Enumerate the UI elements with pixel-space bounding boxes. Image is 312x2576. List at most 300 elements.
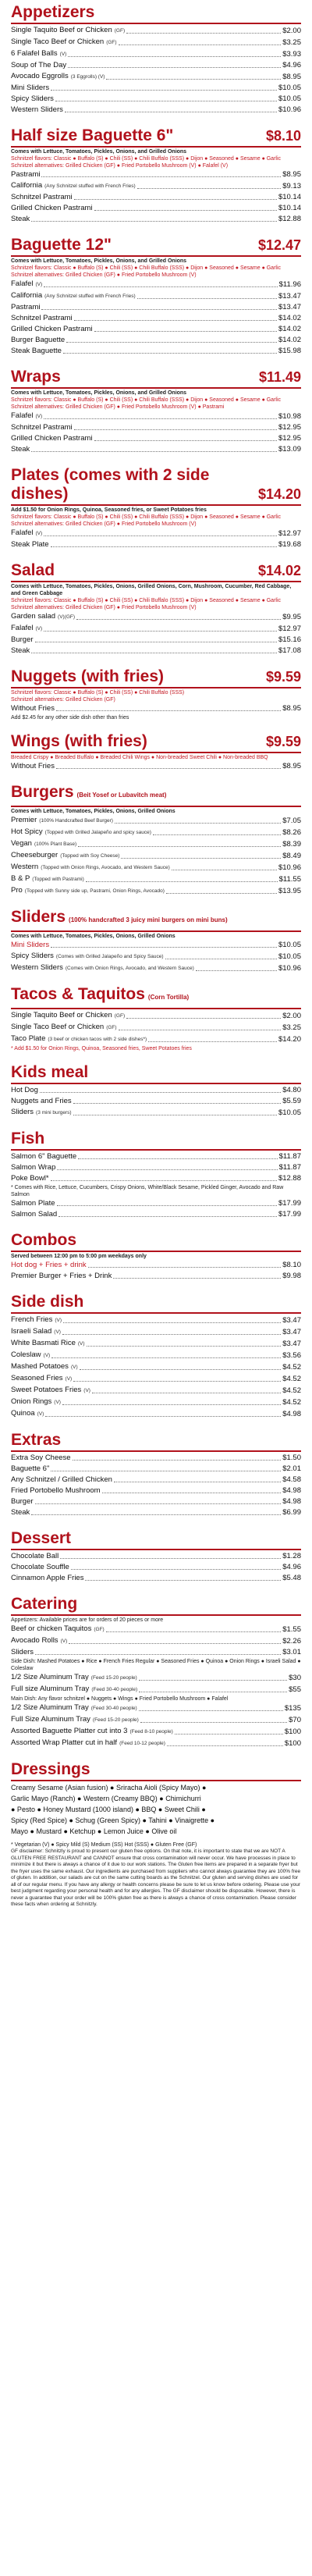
dot-leader bbox=[196, 970, 277, 971]
item-name-text: Burger bbox=[11, 635, 34, 644]
dot-leader bbox=[139, 1710, 283, 1711]
item-price: $10.14 bbox=[278, 204, 301, 212]
item-name-text: Falafel bbox=[11, 528, 34, 537]
item-name-text: Quinoa bbox=[11, 1409, 35, 1418]
item-tag: (Feed 15-20 people) bbox=[92, 1717, 139, 1723]
item-name bbox=[11, 703, 55, 714]
item-price: $10.96 bbox=[278, 863, 301, 872]
catering-appetizers-note: Appetizers: Available prices are for orders of 20 pieces or more bbox=[11, 1617, 164, 1623]
menu-item-row[interactable] bbox=[11, 1010, 301, 1022]
menu-item-row[interactable] bbox=[11, 302, 301, 313]
item-price: $4.96 bbox=[282, 61, 301, 69]
item-name bbox=[11, 1507, 30, 1518]
menu-item-row[interactable] bbox=[11, 1198, 301, 1209]
dot-leader bbox=[85, 1580, 281, 1581]
half_baguette-price: $8.10 bbox=[265, 128, 301, 144]
dessert-title: Dessert bbox=[11, 1529, 72, 1547]
menu-item-row[interactable] bbox=[11, 1271, 301, 1282]
menu-item-row[interactable] bbox=[11, 1260, 301, 1271]
dot-leader bbox=[41, 309, 276, 310]
item-price: $8.49 bbox=[282, 852, 301, 860]
item-name bbox=[11, 1703, 137, 1714]
menu-item-row[interactable] bbox=[11, 1573, 301, 1584]
item-price: $10.05 bbox=[278, 94, 301, 103]
wraps-price: $11.49 bbox=[258, 369, 301, 385]
baguette12-price: $12.47 bbox=[257, 237, 301, 253]
salad-price: $14.02 bbox=[257, 563, 301, 578]
salad-title-wrap bbox=[11, 561, 55, 580]
dot-leader bbox=[137, 298, 277, 299]
menu-item-row[interactable] bbox=[11, 169, 301, 180]
menu-item-row[interactable] bbox=[11, 290, 301, 302]
item-name bbox=[11, 1096, 72, 1107]
menu-item-row[interactable] bbox=[11, 25, 301, 37]
menu-item-row[interactable] bbox=[11, 827, 301, 838]
extras-title: Extras bbox=[11, 1431, 62, 1449]
item-price: $19.68 bbox=[278, 540, 301, 549]
menu-item-row[interactable] bbox=[11, 1350, 301, 1361]
menu-item-row[interactable] bbox=[11, 703, 301, 714]
kids-title: Kids meal bbox=[11, 1063, 89, 1081]
item-name bbox=[11, 815, 113, 827]
item-name-text: Israeli Salad bbox=[11, 1327, 52, 1336]
item-price: $8.26 bbox=[282, 828, 301, 837]
salad-flavors: Schnitzel flavors: Classic ● Buffalo (S) ● Chili (SS) ● Chili Buffalo (SSS) ● Dijon ● Seasoned ● Sesame ● Garlic bbox=[11, 598, 282, 603]
menu-item-row[interactable] bbox=[11, 940, 301, 951]
nuggets-alternatives: Schnitzel alternatives: Grilled Chicken (GF) bbox=[11, 697, 115, 703]
menu-item-row[interactable] bbox=[11, 1738, 301, 1749]
menu-item-row[interactable] bbox=[11, 838, 301, 850]
section-gap bbox=[0, 1584, 312, 1595]
menu-item-row[interactable] bbox=[11, 1551, 301, 1562]
menu-item-row[interactable] bbox=[11, 1209, 301, 1220]
item-price: $15.16 bbox=[278, 635, 301, 644]
item-name bbox=[11, 1385, 90, 1397]
menu-item-row[interactable] bbox=[11, 1408, 301, 1420]
catering-title: Catering bbox=[11, 1595, 78, 1613]
wraps-heading bbox=[11, 368, 301, 386]
item-price: $9.95 bbox=[282, 613, 301, 621]
item-name-text: Chocolate Souffle bbox=[11, 1563, 69, 1571]
item-name bbox=[11, 279, 42, 290]
menu-item-row[interactable] bbox=[11, 37, 301, 48]
item-name bbox=[11, 290, 136, 302]
menu-item-row[interactable] bbox=[11, 885, 301, 897]
item-name-text: Sliders bbox=[11, 1108, 34, 1116]
wings-title-wrap bbox=[11, 732, 147, 751]
item-price: $17.99 bbox=[278, 1199, 301, 1208]
menu-item-row[interactable] bbox=[11, 192, 301, 203]
menu-item-row[interactable] bbox=[11, 48, 301, 60]
item-name-text: French Fries bbox=[11, 1315, 53, 1324]
appetizers-divider bbox=[11, 23, 301, 24]
menu-item-row[interactable] bbox=[11, 1107, 301, 1119]
dot-leader bbox=[87, 1346, 282, 1347]
item-name-text: Fried Portobello Mushroom bbox=[11, 1486, 101, 1495]
item-name bbox=[11, 940, 49, 951]
item-price: $11.96 bbox=[278, 280, 301, 289]
dot-leader bbox=[71, 1569, 281, 1570]
item-price: $4.96 bbox=[282, 1563, 301, 1571]
kids-title-wrap bbox=[11, 1063, 88, 1082]
item-name bbox=[11, 25, 125, 37]
menu-item-row[interactable] bbox=[11, 1485, 301, 1496]
menu-item-row[interactable] bbox=[11, 313, 301, 324]
wings-flavors: Breaded Crispy ● Breaded Buffalo ● Breaded Chili Wings ● Non-breaded Sweet Chili ● Non-breaded BBQ bbox=[11, 755, 268, 760]
item-name bbox=[11, 1573, 83, 1584]
item-price: $7.05 bbox=[282, 817, 301, 825]
menu-item-row[interactable] bbox=[11, 1703, 301, 1714]
item-name-text: Single Taco Beef or Chicken bbox=[11, 37, 105, 46]
dot-leader bbox=[44, 286, 277, 287]
menu-item-row[interactable] bbox=[11, 1647, 301, 1658]
item-tag: (Comes with Onion Rings, Avocado, and Western Sauce) bbox=[65, 966, 194, 971]
dressing-line: Creamy Sesame (Asian fusion) ● Sriracha Aioli (Spicy Mayo) ● bbox=[11, 1784, 207, 1791]
nuggets-title: Nuggets (with fries) bbox=[11, 667, 165, 685]
dot-leader bbox=[40, 1092, 281, 1093]
dot-leader bbox=[94, 210, 277, 211]
menu-item-row[interactable] bbox=[11, 444, 301, 455]
item-name bbox=[11, 313, 73, 324]
salad-heading bbox=[11, 561, 301, 580]
item-name-text: Hot dog + Fries + drink bbox=[11, 1261, 87, 1269]
dot-leader bbox=[68, 56, 281, 57]
item-name bbox=[11, 1635, 67, 1647]
item-tag: (Any Schnitzel stuffed with French Fries) bbox=[44, 183, 136, 189]
menu-item-row[interactable] bbox=[11, 539, 301, 550]
item-name-text: Spicy Sliders bbox=[11, 94, 54, 103]
item-name-text: Avocado Eggrolls bbox=[11, 72, 69, 80]
item-price: $14.02 bbox=[278, 336, 301, 344]
menu-item-row[interactable] bbox=[11, 1672, 301, 1684]
dot-leader bbox=[44, 418, 277, 419]
item-name bbox=[11, 1350, 50, 1361]
item-tag: (3 beef or chicken tacos with 2 side dishes*) bbox=[48, 1037, 147, 1042]
item-price: $10.05 bbox=[278, 1108, 301, 1117]
item-name bbox=[11, 71, 105, 83]
menu-item-row[interactable] bbox=[11, 203, 301, 214]
item-name bbox=[11, 1464, 49, 1475]
dot-leader bbox=[51, 947, 277, 948]
menu-item-row[interactable] bbox=[11, 1464, 301, 1475]
item-price: $2.00 bbox=[282, 27, 301, 35]
catering-divider bbox=[11, 1614, 301, 1616]
half_baguette-divider bbox=[11, 146, 301, 148]
menu-item-row[interactable] bbox=[11, 214, 301, 225]
menu-item-row[interactable] bbox=[11, 1361, 301, 1373]
menu-item-row[interactable] bbox=[11, 1507, 301, 1518]
item-name bbox=[11, 1034, 147, 1045]
dessert-heading bbox=[11, 1529, 301, 1548]
menu-item-row[interactable] bbox=[11, 335, 301, 346]
menu-item-row[interactable] bbox=[11, 611, 301, 623]
dot-leader bbox=[57, 1169, 277, 1170]
section-gap bbox=[0, 1420, 312, 1431]
menu-item-row[interactable] bbox=[11, 528, 301, 539]
nuggets-heading bbox=[11, 667, 301, 686]
item-name-text: Single Taco Beef or Chicken bbox=[11, 1023, 105, 1031]
dot-leader bbox=[62, 1404, 281, 1405]
menu-item-row[interactable] bbox=[11, 1096, 301, 1107]
menu-item-row[interactable] bbox=[11, 422, 301, 433]
wings-divider bbox=[11, 752, 301, 753]
item-name-text: Extra Soy Cheese bbox=[11, 1453, 71, 1462]
menu-item-row[interactable] bbox=[11, 1496, 301, 1507]
menu-item-row[interactable] bbox=[11, 850, 301, 862]
item-name bbox=[11, 1260, 87, 1271]
item-price: $11.87 bbox=[278, 1152, 301, 1161]
menu-item-row[interactable] bbox=[11, 1162, 301, 1173]
item-price: $3.47 bbox=[282, 1316, 301, 1325]
item-name bbox=[11, 1496, 34, 1507]
item-name-text: Coleslaw bbox=[11, 1350, 41, 1359]
dot-leader bbox=[69, 1643, 281, 1644]
item-name-text: Spicy Sliders bbox=[11, 952, 54, 960]
menu-item-row[interactable] bbox=[11, 1034, 301, 1045]
dessert-title-wrap bbox=[11, 1529, 71, 1548]
half_baguette-title-wrap bbox=[11, 126, 173, 145]
item-name-text: Premier bbox=[11, 816, 37, 824]
item-tag: (100% Handcrafted Beef Burger) bbox=[39, 818, 113, 824]
plates-price: $14.20 bbox=[257, 486, 301, 502]
combos-title-wrap bbox=[11, 1231, 76, 1250]
sliders-heading bbox=[11, 908, 301, 930]
dot-leader bbox=[35, 1503, 282, 1504]
dot-leader bbox=[106, 79, 281, 80]
catering-heading bbox=[11, 1595, 301, 1614]
item-name bbox=[11, 539, 49, 550]
item-price: $10.96 bbox=[278, 105, 301, 114]
item-name bbox=[11, 1647, 34, 1658]
dressing-line: Spicy (Red Spice) ● Schug (Green Spicy) ● Tahini ● Vinaigrette ● bbox=[11, 1816, 215, 1824]
menu-item-row[interactable] bbox=[11, 1684, 301, 1695]
item-name bbox=[11, 1408, 44, 1420]
burgers-title-wrap bbox=[11, 783, 166, 805]
dot-leader bbox=[167, 1745, 283, 1746]
item-tag: (Feed 15-20 people) bbox=[90, 1675, 137, 1681]
item-tag: (V) bbox=[54, 1400, 61, 1405]
menu-item-row[interactable] bbox=[11, 346, 301, 357]
item-price: $14.02 bbox=[278, 325, 301, 333]
item-name-text: Salmon Salad bbox=[11, 1210, 58, 1219]
item-name-text: Burger Baguette bbox=[11, 336, 66, 344]
item-name-text: Sweet Potatoes Fries bbox=[11, 1386, 82, 1394]
extras-title-wrap bbox=[11, 1431, 61, 1450]
salad-subtitle: Comes with Lettuce, Tomatoes, Pickles, Onions, Grilled Onions, Corn, Mushroom, Cucumber, Red Cabbage, and Green Cabbage bbox=[11, 584, 292, 596]
item-name-text: White Basmati Rice bbox=[11, 1339, 76, 1347]
dot-leader bbox=[137, 188, 282, 189]
item-name-text: Schnitzel Pastrami bbox=[11, 314, 73, 322]
side-section bbox=[0, 1293, 312, 1420]
item-name bbox=[11, 94, 54, 105]
baguette12-title-wrap bbox=[11, 236, 112, 254]
dot-leader bbox=[106, 1631, 282, 1632]
menu-item-row[interactable] bbox=[11, 1635, 301, 1647]
item-price: $12.88 bbox=[278, 1174, 301, 1183]
dot-leader bbox=[66, 342, 277, 343]
baguette12-section bbox=[0, 236, 312, 357]
menu-item-row[interactable] bbox=[11, 1714, 301, 1726]
dot-leader bbox=[74, 199, 277, 200]
item-price: $17.99 bbox=[278, 1210, 301, 1219]
salad-section bbox=[0, 561, 312, 656]
item-name bbox=[11, 1726, 173, 1738]
nuggets-section bbox=[0, 667, 312, 721]
menu-item-row[interactable] bbox=[11, 1624, 301, 1635]
item-name-text: Grilled Chicken Pastrami bbox=[11, 434, 93, 443]
baguette12-title: Baguette 12" bbox=[11, 236, 112, 254]
section-gap bbox=[0, 656, 312, 667]
menu-item-row[interactable] bbox=[11, 180, 301, 192]
item-price: $12.95 bbox=[278, 434, 301, 443]
item-name-text: Falafel bbox=[11, 279, 34, 288]
dot-leader bbox=[57, 1205, 277, 1206]
item-name-text: Mini Sliders bbox=[11, 941, 50, 949]
wraps-title: Wraps bbox=[11, 368, 61, 386]
menu-item-row[interactable] bbox=[11, 1475, 301, 1485]
item-tag: (Topped with Pastrami) bbox=[32, 877, 84, 882]
half_baguette-heading bbox=[11, 126, 301, 145]
item-tag: (Topped with Onion Rings, Avocado, and Western Sauce) bbox=[41, 865, 170, 870]
item-name bbox=[11, 346, 62, 357]
item-price: $1.28 bbox=[282, 1552, 301, 1560]
menu-item-row[interactable] bbox=[11, 1173, 301, 1184]
menu-item-row[interactable] bbox=[11, 1373, 301, 1385]
menu-item-row[interactable] bbox=[11, 83, 301, 94]
nuggets-flavors: Schnitzel flavors: Classic ● Buffalo (S) ● Chili (SS) ● Chili Buffalo (SSS) bbox=[11, 690, 185, 696]
item-price: $2.01 bbox=[282, 1464, 301, 1473]
item-name-text: Without Fries bbox=[11, 762, 55, 770]
menu-item-row[interactable] bbox=[11, 1326, 301, 1338]
fish-section bbox=[0, 1130, 312, 1220]
item-tag: (V) bbox=[43, 1353, 51, 1358]
dot-leader bbox=[166, 893, 277, 894]
menu-item-row[interactable] bbox=[11, 962, 301, 974]
item-name-text: Salmon Plate bbox=[11, 1199, 55, 1208]
item-name bbox=[11, 1162, 55, 1173]
item-name-text: Steak Plate bbox=[11, 540, 49, 549]
plates-title: Plates (comes with 2 side dishes) bbox=[11, 466, 210, 503]
menu-item-row[interactable] bbox=[11, 761, 301, 772]
plates-subtitle: Add $1.50 for Onion Rings, Quinoa, Seasoned fries, or Sweet Potatoes fries bbox=[11, 507, 207, 513]
item-price: $6.99 bbox=[282, 1508, 301, 1517]
menu-item-row[interactable] bbox=[11, 862, 301, 873]
item-tag: (Comes with Grilled Jalapeño and Spicy Sauce) bbox=[55, 954, 164, 959]
item-price: $55 bbox=[289, 1685, 301, 1694]
item-name bbox=[11, 48, 66, 60]
menu-item-row[interactable] bbox=[11, 635, 301, 646]
item-price: $11.87 bbox=[278, 1163, 301, 1172]
dot-leader bbox=[73, 1103, 282, 1104]
nuggets-note: Add $2.45 for any other side dish other than fries bbox=[11, 715, 129, 720]
item-name bbox=[11, 37, 117, 48]
item-price: $12.97 bbox=[278, 624, 301, 633]
menu-item-row[interactable] bbox=[11, 815, 301, 827]
item-name-text: Garden salad bbox=[11, 612, 56, 621]
menu-item-row[interactable] bbox=[11, 646, 301, 656]
item-name bbox=[11, 302, 40, 313]
item-price: $4.80 bbox=[282, 1086, 301, 1094]
menu-item-row[interactable] bbox=[11, 873, 301, 885]
dot-leader bbox=[56, 710, 281, 711]
menu-item-row[interactable] bbox=[11, 411, 301, 422]
item-tag: (V) bbox=[77, 1341, 85, 1347]
menu-item-row[interactable] bbox=[11, 105, 301, 116]
menu-item-row[interactable] bbox=[11, 433, 301, 444]
menu-item-row[interactable] bbox=[11, 71, 301, 83]
item-tag: (V) bbox=[59, 52, 67, 57]
half_baguette-alternatives: Schnitzel alternatives: Grilled Chicken (GF) ● Fried Portobello Mushroom (V) ● Falafel (V) bbox=[11, 163, 229, 169]
sliders-section bbox=[0, 908, 312, 974]
half_baguette-flavors: Schnitzel flavors: Classic ● Buffalo (S) ● Chili (SS) ● Chili Buffalo (SSS) ● Dijon ● Seasoned ● Sesame ● Garlic bbox=[11, 156, 282, 162]
item-price: $3.56 bbox=[282, 1351, 301, 1360]
dot-leader bbox=[74, 320, 277, 321]
item-tag: (100% Plant Base) bbox=[34, 841, 77, 847]
item-name-text: Full size Aluminum Tray bbox=[11, 1685, 90, 1693]
plates-alternatives: Schnitzel alternatives: Grilled Chicken (GF) ● Fried Portobello Mushroom (V) bbox=[11, 521, 197, 527]
item-price: $13.47 bbox=[278, 292, 301, 301]
baguette12-subtitle: Comes with Lettuce, Tomatoes, Pickles, Onions, and Grilled Onions bbox=[11, 258, 187, 264]
menu-item-row[interactable] bbox=[11, 279, 301, 290]
item-price: $3.93 bbox=[282, 50, 301, 59]
menu-item-row[interactable] bbox=[11, 1726, 301, 1738]
dressing-line: ● Pesto ● Honey Mustard (1000 island) ● BBQ ● Sweet Chili ● bbox=[11, 1806, 206, 1813]
item-name bbox=[11, 335, 65, 346]
item-price: $4.52 bbox=[282, 1375, 301, 1383]
plates-title-wrap bbox=[11, 466, 258, 503]
dot-leader bbox=[78, 846, 281, 847]
item-name bbox=[11, 203, 93, 214]
menu-item-row[interactable] bbox=[11, 1453, 301, 1464]
item-price: $3.25 bbox=[282, 1023, 301, 1032]
section-gap bbox=[0, 357, 312, 368]
item-name bbox=[11, 1562, 69, 1573]
menu-item-row[interactable] bbox=[11, 1151, 301, 1162]
menu-item-row[interactable] bbox=[11, 1397, 301, 1408]
dressings-divider bbox=[11, 1780, 301, 1781]
menu-item-row[interactable] bbox=[11, 1315, 301, 1326]
side-heading bbox=[11, 1293, 301, 1311]
dot-leader bbox=[56, 768, 281, 769]
item-tag: (GF) bbox=[114, 28, 126, 34]
menu-item-row[interactable] bbox=[11, 1022, 301, 1034]
menu-item-row[interactable] bbox=[11, 1385, 301, 1397]
side-title: Side dish bbox=[11, 1293, 84, 1311]
item-price: $8.39 bbox=[282, 840, 301, 849]
dot-leader bbox=[51, 546, 277, 547]
dot-leader bbox=[51, 1357, 281, 1358]
menu-item-row[interactable] bbox=[11, 60, 301, 71]
item-tag: (GF) bbox=[94, 1627, 105, 1632]
dot-leader bbox=[35, 1654, 281, 1655]
menu-item-row[interactable] bbox=[11, 324, 301, 335]
menu-item-row[interactable] bbox=[11, 623, 301, 635]
item-name-text: 1/2 Size Aluminum Tray bbox=[11, 1673, 89, 1681]
menu-item-row[interactable] bbox=[11, 94, 301, 105]
item-price: $8.10 bbox=[282, 1261, 301, 1269]
item-price: $10.14 bbox=[278, 193, 301, 201]
menu-item-row[interactable] bbox=[11, 1562, 301, 1573]
side-divider bbox=[11, 1312, 301, 1314]
item-name bbox=[11, 873, 84, 885]
item-price: $70 bbox=[289, 1716, 301, 1724]
menu-item-row[interactable] bbox=[11, 1338, 301, 1350]
item-name bbox=[11, 1151, 76, 1162]
menu-item-row[interactable] bbox=[11, 1085, 301, 1096]
item-price: $12.97 bbox=[278, 529, 301, 538]
extras-heading bbox=[11, 1431, 301, 1450]
menu-item-row[interactable] bbox=[11, 951, 301, 962]
